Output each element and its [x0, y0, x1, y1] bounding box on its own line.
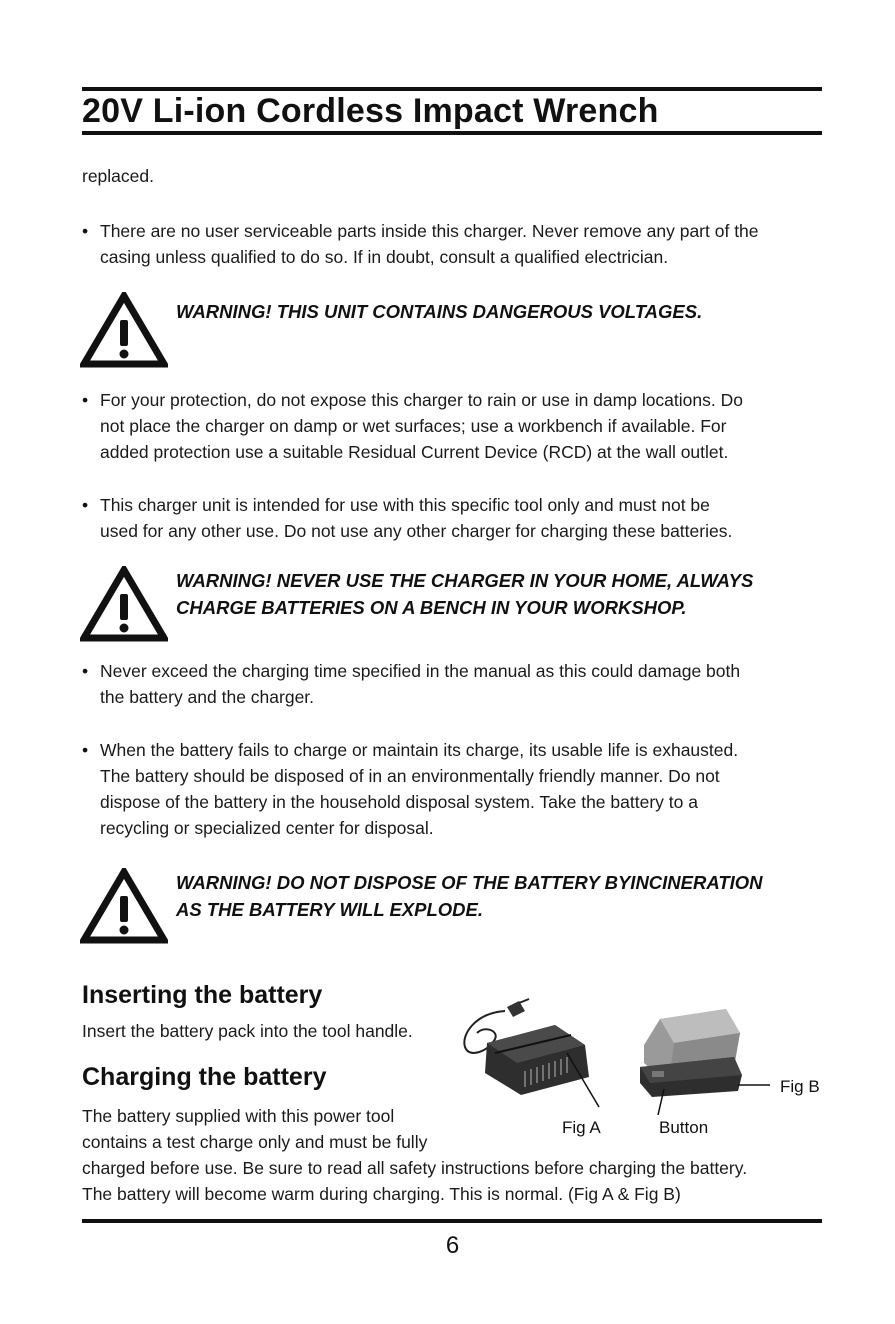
bullet-4-line-2: the battery and the charger. [100, 687, 315, 707]
charging-line-1: The battery supplied with this power tool [82, 1106, 395, 1126]
intro-line: replaced. [82, 166, 154, 186]
warning-3-line-1: WARNING! DO NOT DISPOSE OF THE BATTERY BYINCINERATION [176, 872, 763, 893]
charger-figure-b [630, 1005, 790, 1115]
bullet-marker: • [82, 661, 89, 681]
charging-line-4: The battery will become warm during charging. This is normal. (Fig A & Fig B) [82, 1184, 681, 1204]
bullet-2-line-2: not place the charger on damp or wet surfaces; use a workbench if available. For [100, 416, 727, 436]
bullet-1-line-2: casing unless qualified to do so. If in doubt, consult a qualified electrician. [100, 247, 669, 267]
bullet-4-line-1: Never exceed the charging time specified in the manual as this could damage both [100, 661, 741, 681]
warning-1-line-1: WARNING! THIS UNIT CONTAINS DANGEROUS VOLTAGES. [176, 301, 703, 322]
charger-figure-a [455, 995, 615, 1115]
warning-3-line-2: AS THE BATTERY WILL EXPLODE. [176, 899, 483, 920]
bullet-2-line-3: added protection use a suitable Residual Current Device (RCD) at the wall outlet. [100, 442, 729, 462]
footer-rule [82, 1219, 822, 1223]
charging-line-2: contains a test charge only and must be fully [82, 1132, 428, 1152]
warning-2-line-1: WARNING! NEVER USE THE CHARGER IN YOUR HOME, ALWAYS [176, 570, 754, 591]
fig-b-label: Fig B [780, 1077, 820, 1096]
bullet-3-line-1: This charger unit is intended for use with this specific tool only and must not be [100, 495, 710, 515]
bullet-marker: • [82, 740, 89, 760]
warning-triangle-icon [80, 292, 168, 368]
header-rule-bottom [82, 131, 822, 135]
warning-2-line-2: CHARGE BATTERIES ON A BENCH IN YOUR WORKSHOP. [176, 597, 687, 618]
warning-triangle-icon [80, 566, 168, 642]
page-title: 20V Li-ion Cordless Impact Wrench [82, 92, 659, 130]
bullet-5-line-1: When the battery fails to charge or maintain its charge, its usable life is exhausted. [100, 740, 739, 760]
warning-triangle-icon [80, 868, 168, 944]
bullet-marker: • [82, 495, 89, 515]
bullet-5-line-3: dispose of the battery in the household disposal system. Take the battery to a [100, 792, 698, 812]
section-heading-charging: Charging the battery [82, 1063, 327, 1091]
section-heading-inserting: Inserting the battery [82, 981, 323, 1009]
fig-a-label: Fig A [562, 1118, 601, 1137]
bullet-2-line-1: For your protection, do not expose this charger to rain or use in damp locations. Do [100, 390, 743, 410]
bullet-marker: • [82, 390, 89, 410]
inserting-text: Insert the battery pack into the tool handle. [82, 1021, 413, 1041]
page-number: 6 [445, 1232, 460, 1259]
bullet-5-line-4: recycling or specialized center for disposal. [100, 818, 434, 838]
charging-line-3: charged before use. Be sure to read all safety instructions before charging the battery. [82, 1158, 748, 1178]
button-label: Button [659, 1118, 709, 1137]
bullet-marker: • [82, 221, 89, 241]
bullet-3-line-2: used for any other use. Do not use any other charger for charging these batteries. [100, 521, 733, 541]
bullet-1-line-1: There are no user serviceable parts inside this charger. Never remove any part of the [100, 221, 759, 241]
bullet-5-line-2: The battery should be disposed of in an environmentally friendly manner. Do not [100, 766, 720, 786]
